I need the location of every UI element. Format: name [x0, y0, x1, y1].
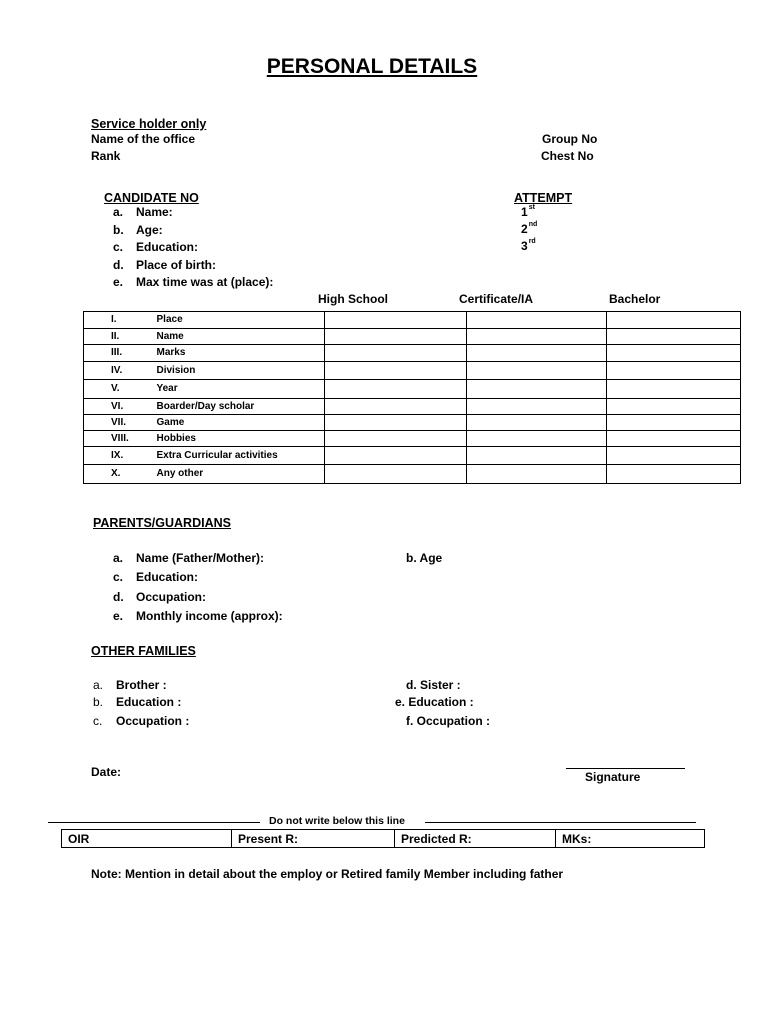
mks-cell[interactable]: MKs:: [556, 830, 705, 848]
divider-line-right: [425, 822, 696, 823]
sister-occupation-label: f. Occupation :: [406, 714, 490, 728]
sister-label: d. Sister :: [406, 678, 461, 692]
row-number: V.: [84, 380, 157, 399]
column-header-certificate: Certificate/IA: [459, 292, 534, 306]
candidate-item-marker: c.: [113, 240, 124, 254]
divider-text: Do not write below this line: [269, 815, 405, 827]
column-header-bachelor: Bachelor: [609, 292, 661, 306]
family-item-marker: b.: [93, 695, 104, 709]
table-cell[interactable]: [467, 329, 607, 345]
table-row: [84, 465, 741, 484]
candidate-max-time-label: Max time was at (place):: [136, 275, 274, 289]
table-cell[interactable]: [607, 312, 741, 329]
table-cell[interactable]: [467, 447, 607, 465]
table-cell[interactable]: [325, 329, 467, 345]
page-title: PERSONAL DETAILS: [266, 55, 478, 78]
row-label: Name: [157, 329, 325, 345]
present-r-cell[interactable]: Present R:: [232, 830, 395, 848]
brother-label: Brother :: [116, 678, 167, 692]
table-cell[interactable]: [325, 312, 467, 329]
parent-income-label: Monthly income (approx):: [136, 609, 283, 623]
table-cell[interactable]: [607, 380, 741, 399]
row-label: Any other: [157, 465, 325, 484]
row-number: I.: [84, 312, 157, 329]
predicted-r-cell[interactable]: Predicted R:: [395, 830, 556, 848]
date-label: Date:: [91, 765, 122, 779]
table-row: [84, 380, 741, 399]
table-row: [84, 431, 741, 447]
table-row: [84, 362, 741, 380]
table-cell[interactable]: [607, 345, 741, 362]
row-number: X.: [84, 465, 157, 484]
education-table: [83, 311, 741, 484]
divider-line-left: [48, 822, 260, 823]
table-row: [84, 312, 741, 329]
parent-name-label: Name (Father/Mother):: [136, 551, 265, 565]
table-cell[interactable]: [467, 380, 607, 399]
table-cell[interactable]: [467, 312, 607, 329]
table-cell[interactable]: [467, 362, 607, 380]
parents-item-marker: c.: [113, 570, 124, 584]
table-row: [84, 447, 741, 465]
table-cell[interactable]: [467, 431, 607, 447]
table-cell[interactable]: [325, 362, 467, 380]
table-cell[interactable]: [467, 399, 607, 415]
row-label: Division: [157, 362, 325, 380]
candidate-age-label: Age:: [136, 223, 163, 237]
chest-no-label: Chest No: [541, 149, 594, 163]
other-families-heading: OTHER FAMILIES: [91, 644, 196, 658]
family-item-marker: a.: [93, 678, 104, 692]
table-row: [84, 415, 741, 431]
parents-item-marker: a.: [113, 551, 124, 565]
table-cell[interactable]: [467, 465, 607, 484]
note-text: Note: Mention in detail about the employ or Retired family Member including father: [91, 867, 564, 881]
candidate-item-marker: e.: [113, 275, 124, 289]
row-label: Extra Curricular activities: [157, 447, 325, 465]
row-number: IX.: [84, 447, 157, 465]
rank-label: Rank: [91, 149, 121, 163]
attempt-1: 1st: [521, 204, 535, 219]
candidate-birthplace-label: Place of birth:: [136, 258, 217, 272]
attempt-2: 2nd: [521, 221, 538, 236]
service-holder-heading: Service holder only: [91, 117, 207, 131]
candidate-education-label: Education:: [136, 240, 198, 254]
parent-education-label: Education:: [136, 570, 198, 584]
family-item-marker: c.: [93, 714, 103, 728]
table-cell[interactable]: [607, 329, 741, 345]
table-cell[interactable]: [607, 465, 741, 484]
table-cell[interactable]: [607, 431, 741, 447]
table-row: [84, 345, 741, 362]
row-label: Boarder/Day scholar: [157, 399, 325, 415]
signature-label: Signature: [585, 770, 641, 784]
table-cell[interactable]: [607, 399, 741, 415]
brother-education-label: Education :: [116, 695, 182, 709]
brother-occupation-label: Occupation :: [116, 714, 190, 728]
row-number: VIII.: [84, 431, 157, 447]
candidate-item-marker: d.: [113, 258, 124, 272]
row-number: IV.: [84, 362, 157, 380]
attempt-heading: ATTEMPT: [514, 191, 573, 205]
table-cell[interactable]: [467, 345, 607, 362]
table-cell[interactable]: [607, 415, 741, 431]
table-cell[interactable]: [467, 415, 607, 431]
row-label: Marks: [157, 345, 325, 362]
table-row: [84, 399, 741, 415]
table-cell[interactable]: [325, 465, 467, 484]
parent-occupation-label: Occupation:: [136, 590, 207, 604]
row-number: II.: [84, 329, 157, 345]
table-cell[interactable]: [325, 399, 467, 415]
table-cell[interactable]: [325, 415, 467, 431]
row-label: Year: [157, 380, 325, 399]
table-row: [62, 830, 705, 848]
table-cell[interactable]: [325, 431, 467, 447]
row-number: VII.: [84, 415, 157, 431]
candidate-no-heading: CANDIDATE NO: [104, 191, 199, 205]
candidate-item-marker: a.: [113, 205, 124, 219]
candidate-item-marker: b.: [113, 223, 124, 237]
row-number: VI.: [84, 399, 157, 415]
signature-line: [566, 768, 685, 769]
oir-cell[interactable]: OIR: [62, 830, 232, 848]
table-cell[interactable]: [325, 447, 467, 465]
table-cell[interactable]: [607, 362, 741, 380]
attempt-3: 3rd: [521, 238, 536, 253]
group-no-label: Group No: [542, 132, 598, 146]
table-cell[interactable]: [325, 380, 467, 399]
candidate-name-label: Name:: [136, 205, 173, 219]
row-label: Place: [157, 312, 325, 329]
row-label: Hobbies: [157, 431, 325, 447]
parents-item-marker: d.: [113, 590, 124, 604]
column-header-high-school: High School: [318, 292, 388, 306]
row-label: Game: [157, 415, 325, 431]
row-number: III.: [84, 345, 157, 362]
sister-education-label: e. Education :: [395, 695, 474, 709]
table-cell[interactable]: [607, 447, 741, 465]
table-row: [84, 329, 741, 345]
office-use-table: [61, 829, 705, 848]
parent-age-label: b. Age: [406, 551, 443, 565]
parents-item-marker: e.: [113, 609, 124, 623]
office-name-label: Name of the office: [91, 132, 196, 146]
table-cell[interactable]: [325, 345, 467, 362]
parents-heading: PARENTS/GUARDIANS: [93, 516, 231, 530]
